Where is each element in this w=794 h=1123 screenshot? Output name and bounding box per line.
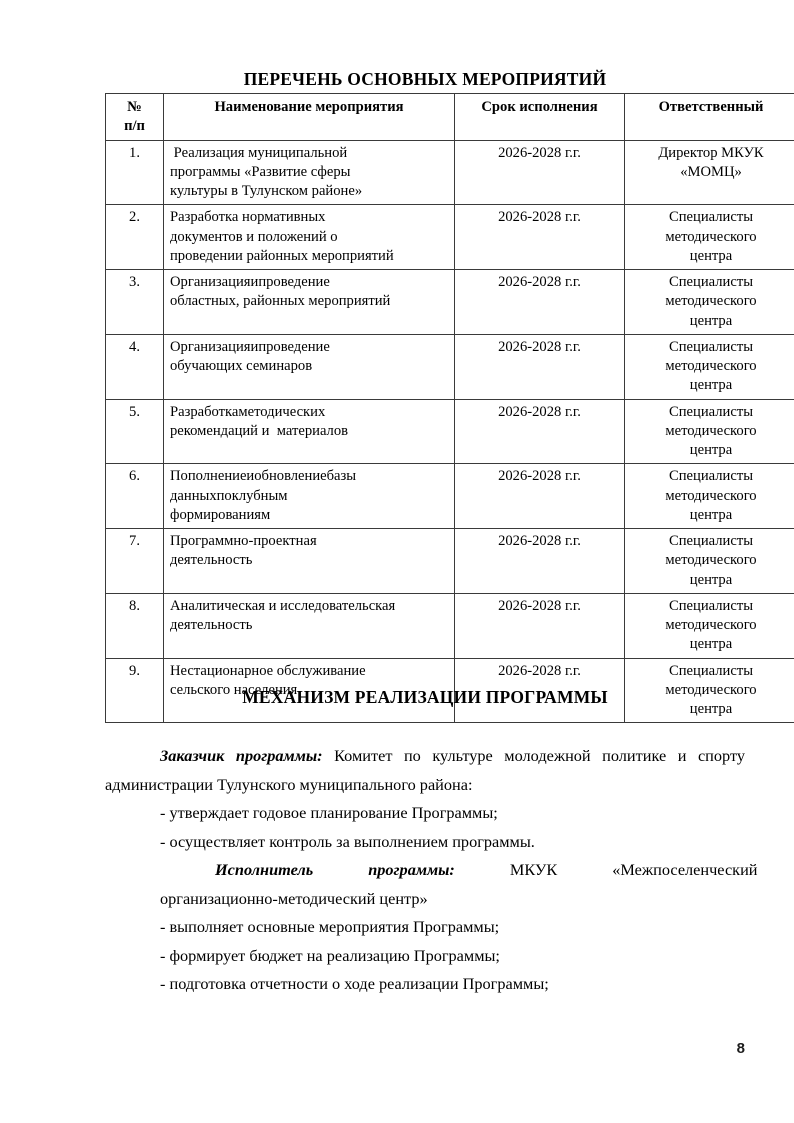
activity-name-word: базы (326, 468, 357, 485)
activity-name-line (170, 403, 448, 422)
column-header-number-line1: № (127, 99, 142, 115)
table-row (106, 593, 794, 658)
executor-label-word-2: программы: (368, 860, 455, 879)
responsible-line: центра (689, 312, 733, 329)
responsible-line: центра (689, 247, 733, 264)
cell-term: 2026-2028 г.г. (455, 399, 625, 464)
cell-term: 2026-2028 г.г. (455, 270, 625, 335)
responsible-line: методического (665, 552, 757, 569)
activity-name-word: и (250, 338, 259, 355)
executor-bullet-2: - формирует бюджет на реализацию Программы; (160, 945, 500, 965)
responsible-line: Специалисты (669, 403, 753, 420)
activity-name-line: обучающих семинаров (170, 358, 313, 374)
responsible-line: методического (665, 617, 757, 633)
activity-name-word: данных (170, 487, 217, 504)
cell-responsible (625, 529, 794, 594)
cell-activity-name (164, 334, 455, 399)
customer-paragraph (105, 742, 745, 799)
executor-line-2: организационно-методический центр» (160, 888, 428, 908)
responsible-line: центра (689, 506, 733, 523)
cell-responsible (625, 334, 794, 399)
activity-name-word: и (246, 468, 255, 485)
responsible-line: центра (689, 636, 733, 653)
column-header-responsible: Ответственный (625, 94, 794, 141)
responsible-line: центра (689, 442, 733, 458)
cell-activity-name (164, 270, 455, 335)
table-row (106, 464, 794, 529)
activity-name-line (170, 338, 448, 357)
responsible-line: Специалисты (669, 597, 753, 614)
responsible-line: центра (689, 377, 733, 394)
cell-responsible (625, 464, 794, 529)
cell-row-number: 4. (106, 334, 164, 399)
executor-word-3: МКУК (509, 860, 558, 879)
table-body (106, 140, 794, 723)
executor-bullet-3: - подготовка отчетности о ходе реализации Программы; (160, 974, 549, 993)
activity-name-line: документов и положений о (170, 228, 338, 245)
mechanism-title: МЕХАНИЗМ РЕАЛИЗАЦИИ ПРОГРАММЫ (242, 687, 608, 707)
cell-activity-name (164, 464, 455, 529)
page-number: 8 (736, 1040, 745, 1057)
cell-row-number: 9. (106, 658, 164, 723)
executor-paragraph (105, 856, 758, 913)
activity-name-line (170, 487, 448, 506)
activity-name-word: проведение (258, 274, 330, 290)
activity-name-line: деятельность (170, 617, 253, 633)
cell-responsible (625, 205, 794, 270)
cell-term: 2026-2028 г.г. (455, 593, 625, 658)
customer-bullet-2: - осуществляет контроль за выполнением программы. (160, 831, 535, 851)
responsible-line: Специалисты (669, 338, 753, 355)
activity-name-line: областных, районных мероприятий (170, 293, 391, 310)
activity-name-line: Разработка нормативных (170, 209, 326, 226)
cell-responsible (625, 140, 794, 205)
activity-name-word: методических (238, 403, 326, 420)
responsible-line: Специалисты (669, 662, 753, 679)
responsible-line: методического (665, 681, 757, 698)
activity-name-line: сельского населения (170, 681, 298, 698)
cell-row-number: 2. (106, 205, 164, 270)
responsible-line: методического (665, 422, 757, 439)
cell-row-number: 6. (106, 464, 164, 529)
section-heading-list (105, 70, 745, 89)
column-header-number (106, 94, 164, 141)
cell-term: 2026-2028 г.г. (455, 658, 625, 723)
table-row (106, 334, 794, 399)
column-header-number-line2: п/п (124, 118, 145, 135)
cell-row-number: 3. (106, 270, 164, 335)
cell-activity-name (164, 529, 455, 594)
responsible-line: методического (665, 293, 757, 310)
activity-name-word: Разработка (170, 403, 239, 420)
activity-name-word: по (216, 487, 232, 504)
activity-name-line: рекомендаций и материалов (170, 422, 349, 439)
activity-name-line (170, 467, 448, 486)
cell-responsible (625, 399, 794, 464)
customer-text: Комитет по культуре молодежной политике и спорту администрации Тулунского муниципального района: (105, 746, 745, 794)
activity-name-word: проведение (258, 338, 330, 355)
executor-label-word-1: Исполнитель (215, 860, 314, 879)
activity-name-line: проведении районных мероприятий (170, 247, 394, 264)
responsible-line: методического (665, 228, 757, 245)
activity-name-line: Реализация муниципальной (170, 144, 348, 161)
activities-table-container (105, 93, 764, 723)
activity-name-word: и (250, 274, 259, 290)
responsible-line: Специалисты (669, 533, 753, 549)
activity-name-word: клубным (231, 487, 288, 504)
activity-name-line: Программно-проектная (170, 533, 317, 549)
responsible-line: Специалисты (669, 274, 753, 290)
responsible-line: центра (689, 701, 733, 717)
responsible-line: Специалисты (669, 209, 753, 226)
responsible-line: Директор МКУК (658, 144, 764, 161)
cell-row-number: 1. (106, 140, 164, 205)
activity-name-line: программы «Развитие сферы (170, 163, 351, 180)
cell-row-number: 8. (106, 593, 164, 658)
cell-activity-name (164, 399, 455, 464)
responsible-line: методического (665, 487, 757, 504)
activity-name-word: обновление (254, 468, 327, 485)
responsible-line: «МОМЦ» (680, 163, 742, 180)
responsible-line: центра (689, 571, 733, 588)
activity-name-line: деятельность (170, 552, 253, 569)
activity-name-word: Организация (170, 274, 251, 290)
table-row (106, 140, 794, 205)
cell-responsible (625, 270, 794, 335)
cell-term: 2026-2028 г.г. (455, 334, 625, 399)
table-row (106, 399, 794, 464)
table-row (106, 270, 794, 335)
table-row (106, 529, 794, 594)
cell-term: 2026-2028 г.г. (455, 529, 625, 594)
activity-name-line (170, 273, 448, 292)
cell-activity-name (164, 593, 455, 658)
responsible-line: методического (665, 358, 757, 374)
cell-row-number: 7. (106, 529, 164, 594)
table-header-row (106, 94, 794, 141)
cell-activity-name (164, 140, 455, 205)
executor-line-1 (105, 856, 758, 885)
activity-name-line: Нестационарное обслуживание (170, 662, 366, 679)
activity-name-line: культуры в Тулунском районе» (170, 183, 363, 199)
cell-term: 2026-2028 г.г. (455, 205, 625, 270)
section-heading-mechanism (105, 688, 745, 707)
activity-name-line: формированиям (170, 506, 271, 523)
activities-table (105, 93, 794, 723)
cell-term: 2026-2028 г.г. (455, 140, 625, 205)
activity-name-word: Пополнение (170, 468, 247, 485)
activity-name-line: Аналитическая и исследовательская (170, 597, 396, 614)
page-title: ПЕРЕЧЕНЬ ОСНОВНЫХ МЕРОПРИЯТИЙ (243, 69, 607, 89)
responsible-line: Специалисты (669, 468, 753, 485)
activity-name-word: Организация (170, 338, 251, 355)
column-header-term: Срок исполнения (455, 94, 625, 141)
cell-row-number: 5. (106, 399, 164, 464)
cell-term: 2026-2028 г.г. (455, 464, 625, 529)
table-header (106, 94, 794, 141)
customer-label: Заказчик программы: (160, 746, 323, 765)
mechanism-body (105, 742, 758, 999)
executor-bullet-1: - выполняет основные мероприятия Программы; (160, 917, 500, 936)
cell-responsible (625, 593, 794, 658)
column-header-name: Наименование мероприятия (164, 94, 455, 141)
executor-word-4: «Межпоселенческий (612, 860, 758, 879)
table-row (106, 205, 794, 270)
cell-activity-name (164, 205, 455, 270)
customer-bullet-1: - утверждает годовое планирование Программы; (160, 803, 498, 822)
